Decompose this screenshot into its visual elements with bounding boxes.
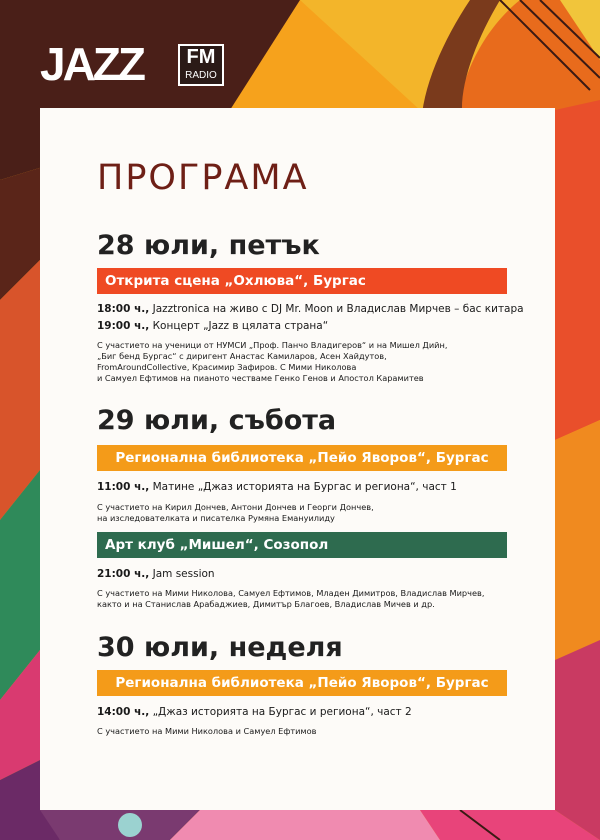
event-line	[97, 568, 215, 581]
event-text: Концерт „Jazz в цялата страна“	[149, 320, 329, 332]
event-text: Матине „Джаз историята на Бургас и региона“, част 1	[149, 481, 457, 493]
event-line	[97, 481, 457, 494]
event-note: на изследователката и писателка Румяна Емануилиду	[97, 513, 335, 523]
event-time: 19:00 ч.,	[97, 320, 150, 332]
jazz-fm-radio-logo	[40, 40, 230, 92]
logo-fm-box	[178, 44, 224, 86]
day-heading: 29 юли, събота	[97, 405, 337, 436]
event-text: Jazztronica на живо с DJ Mr. Moon и Владислав Мирчев – бас китара	[149, 303, 524, 315]
venue-banner: Арт клуб „Мишел“, Созопол	[97, 532, 507, 558]
venue-banner: Открита сцена „Охлюва“, Бургас	[97, 268, 507, 294]
event-note: С участието на Кирил Дончев, Антони Дончев и Георги Дончев,	[97, 502, 374, 512]
event-note: както и на Станислав Арабаджиев, Димитър Благоев, Владислав Мичев и др.	[97, 599, 435, 609]
venue-banner: Регионална библиотека „Пейо Яворов“, Бургас	[97, 670, 507, 696]
event-note: FromAroundCollective, Красимир Зафиров. С Мими Николова	[97, 362, 357, 372]
event-time: 18:00 ч.,	[97, 303, 150, 315]
event-time: 11:00 ч.,	[97, 481, 150, 493]
event-time: 21:00 ч.,	[97, 568, 150, 580]
day-heading: 30 юли, неделя	[97, 632, 343, 663]
event-line	[97, 303, 524, 316]
logo-fm-text: FM	[186, 46, 216, 68]
event-note: С участието на Мими Николова, Самуел Ефтимов, Младен Димитров, Владислав Мирчев,	[97, 588, 485, 598]
day-heading: 28 юли, петък	[97, 230, 320, 261]
event-text: Jam session	[149, 568, 215, 580]
page-title: ПРОГРАМА	[97, 158, 309, 198]
event-note: С участието на ученици от НУМСИ „Проф. Панчо Владигеров“ и на Мишел Дийн,	[97, 340, 448, 350]
event-time: 14:00 ч.,	[97, 706, 150, 718]
event-line	[97, 706, 412, 719]
event-text: „Джаз историята на Бургас и региона“, част 2	[149, 706, 412, 718]
event-line	[97, 320, 328, 333]
event-note: и Самуел Ефтимов на пианото честваме Генко Генов и Апостол Карамитев	[97, 373, 424, 383]
venue-banner: Регионална библиотека „Пейо Яворов“, Бургас	[97, 445, 507, 471]
event-note: С участието на Мими Николова и Самуел Ефтимов	[97, 726, 317, 736]
event-note: „Биг бенд Бургас“ с диригент Анастас Камиларов, Асен Хайдутов,	[97, 351, 387, 361]
logo-radio-text: RADIO	[185, 70, 217, 81]
logo-jazz-text: JAZZ	[40, 38, 143, 90]
program-card	[40, 108, 555, 810]
